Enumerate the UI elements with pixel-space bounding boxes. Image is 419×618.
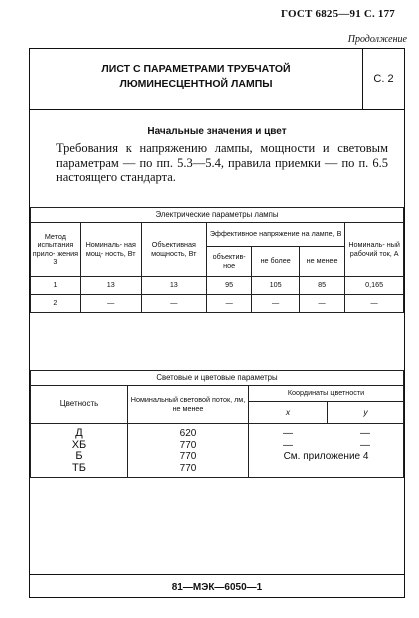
table-cell: 0,165: [345, 277, 404, 295]
light-color-parameters-table: [30, 370, 404, 478]
list-item: 770: [179, 462, 197, 474]
table-cell: —: [252, 295, 300, 313]
coords-row: [249, 440, 403, 452]
footer-code: 81—МЭК—6050—1: [30, 574, 404, 602]
sheet-number-box: [363, 49, 404, 110]
header-voltage-min: не менее: [299, 247, 344, 277]
header-effective-voltage: Эффективное напряжение на лампе, В: [206, 223, 344, 247]
table-cell: 2: [31, 295, 81, 313]
list-item: 770: [179, 451, 197, 462]
list-item: Д: [75, 427, 83, 439]
header-nominal-current: Номиналь- ный рабочий ток, А: [345, 223, 404, 277]
header-nominal-power: Номиналь- ная мощ- ность, Вт: [80, 223, 141, 277]
requirements-text: Требования к напряжению лампы, мощности и световым параметрам — по пп. 5.3—5.4, правила приемки — по п. 6.5 настоящего стандарта.: [56, 141, 388, 184]
coords-cell: [249, 424, 404, 478]
header-method: Метод испытания прило- жения 3: [31, 223, 81, 277]
sheet-title: [30, 62, 362, 92]
table-cell: 13: [141, 277, 206, 295]
table-cell: —: [80, 295, 141, 313]
light-table-caption: Световые и цветовые параметры: [31, 371, 404, 386]
header-voltage-objective: объектив- ное: [206, 247, 251, 277]
electrical-parameters-table: [30, 207, 404, 313]
table-cell: 85: [299, 277, 344, 295]
header-color: Цветность: [31, 386, 128, 424]
table-row: [31, 277, 404, 295]
header-x: x: [249, 402, 328, 424]
y-value: —: [360, 439, 370, 451]
table-cell: 13: [80, 277, 141, 295]
electrical-table-caption: Электрические параметры лампы: [31, 208, 404, 223]
table-cell: —: [206, 295, 251, 313]
table-cell: —: [141, 295, 206, 313]
table-cell: 105: [252, 277, 300, 295]
parameter-sheet-frame: [29, 48, 405, 598]
x-value: —: [283, 439, 293, 451]
table-cell: 1: [31, 277, 81, 295]
header-coords: Координаты цветности: [249, 386, 404, 402]
table-cell: —: [345, 295, 404, 313]
sheet-title-box: [30, 49, 363, 110]
sheet-number: С. 2: [373, 73, 394, 85]
list-item: Б: [75, 450, 83, 462]
coords-row: [249, 428, 403, 440]
list-item: 770: [179, 439, 197, 451]
header-voltage-max: не более: [252, 247, 300, 277]
header-objective-power: Объективная мощность, Вт: [141, 223, 206, 277]
list-item: ХБ: [71, 438, 87, 451]
page-header: ГОСТ 6825—91 С. 177: [281, 8, 395, 20]
flux-list: [128, 424, 249, 478]
coords-note: См. приложение 4: [283, 451, 369, 462]
table-cell: 95: [206, 277, 251, 295]
sheet-title-line1: ЛИСТ С ПАРАМЕТРАМИ ТРУБЧАТОЙ: [101, 63, 291, 75]
x-value: —: [283, 428, 293, 439]
continued-label: Продолжение: [347, 34, 407, 45]
header-y: y: [328, 402, 404, 424]
table-row: [31, 295, 404, 313]
list-item: ТБ: [72, 461, 86, 474]
sheet-title-line2: ЛЮМИНЕСЦЕНТНОЙ ЛАМПЫ: [119, 78, 273, 90]
y-value: —: [360, 428, 370, 439]
table-cell: —: [299, 295, 344, 313]
table-row: [31, 424, 404, 478]
section-title: Начальные значения и цвет: [147, 126, 287, 137]
header-flux: Номинальный световой поток, лм, не менее: [128, 386, 249, 424]
color-list: [31, 424, 128, 478]
list-item: 620: [179, 428, 197, 439]
